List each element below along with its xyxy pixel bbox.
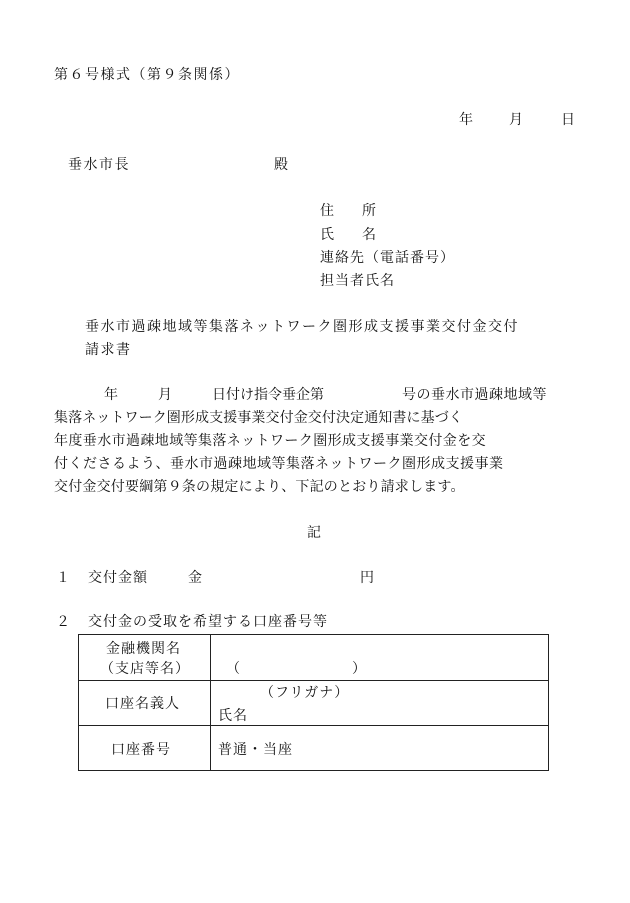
table-column-divider — [210, 635, 211, 770]
form-number: 第６号様式（第９条関係） — [54, 67, 240, 83]
item-2-label: 交付金の受取を希望する口座番号等 — [88, 614, 328, 630]
date-year-label: 年 — [459, 112, 475, 128]
applicant-address-label: 住 所 — [320, 203, 376, 219]
bank-branch-paren-left: （ — [226, 661, 241, 677]
ki-heading: 記 — [307, 525, 321, 541]
account-number-header: 口座番号 — [111, 742, 171, 758]
account-holder-header: 口座名義人 — [105, 696, 180, 712]
document-title-line-2: 請求書 — [85, 342, 132, 358]
body-line-1-rest: 号の垂水市過疎地域等 — [402, 387, 547, 403]
document-title-line-1: 垂水市過疎地域等集落ネットワーク圏形成支援事業交付金交付 — [85, 319, 519, 335]
body-designation-text: 日付け指令垂企第 — [212, 387, 324, 403]
table-row-divider — [79, 725, 548, 726]
date-month-label: 月 — [509, 112, 525, 128]
applicant-name-label: 氏 名 — [320, 227, 376, 243]
bank-account-table — [78, 634, 549, 771]
body-year-label: 年 — [104, 387, 118, 403]
addressee-honorific: 殿 — [274, 157, 290, 173]
bank-name-header-line-2: （支店等名） — [100, 661, 190, 677]
account-type-label: 普通・当座 — [218, 742, 293, 758]
bank-name-header-line-1: 金融機関名 — [106, 641, 181, 657]
body-line-4: 付くださるよう、垂水市過疎地域等集落ネットワーク圏形成支援事業 — [54, 456, 504, 472]
item-1-kin: 金 — [188, 570, 204, 586]
body-line-3: 年度垂水市過疎地域等集落ネットワーク圏形成支援事業交付金を交 — [54, 433, 486, 449]
account-holder-name-label: 氏名 — [218, 708, 248, 724]
item-1-number: １ — [56, 570, 72, 586]
applicant-person-in-charge-label: 担当者氏名 — [320, 273, 395, 289]
item-2-number: ２ — [56, 614, 72, 630]
bank-branch-paren-right: ） — [352, 661, 367, 677]
applicant-contact-label: 連絡先（電話番号） — [320, 250, 455, 266]
body-line-2: 集落ネットワーク圏形成支援事業交付金交付決定通知書に基づく — [54, 410, 463, 426]
account-holder-furigana-label: （フリガナ） — [260, 685, 350, 701]
table-row-divider — [79, 680, 548, 681]
body-month-label: 月 — [158, 387, 172, 403]
item-1-en: 円 — [360, 570, 376, 586]
date-day-label: 日 — [561, 112, 577, 128]
body-line-5: 交付金交付要綱第９条の規定により、下記のとおり請求します。 — [54, 479, 465, 495]
item-1-label: 交付金額 — [88, 570, 148, 586]
addressee-mayor: 垂水市長 — [68, 157, 130, 173]
